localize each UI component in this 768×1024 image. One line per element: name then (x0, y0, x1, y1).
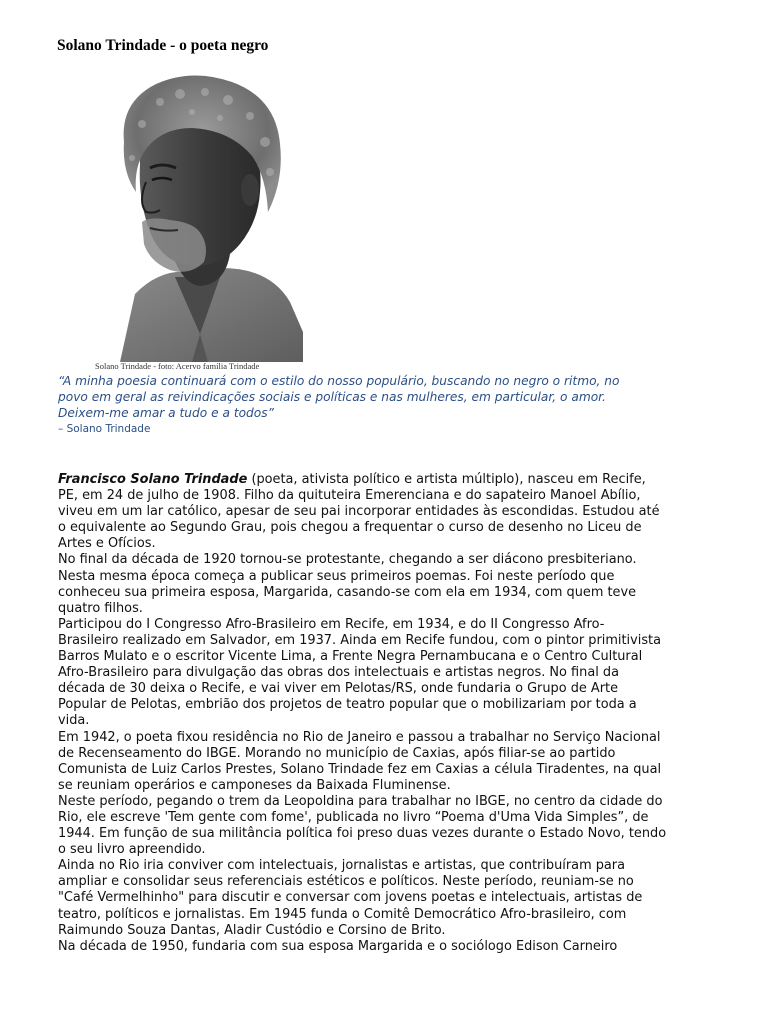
body-line: conheceu sua primeira esposa, Margarida, casando-se com ela em 1934, com quem teve (58, 584, 637, 600)
body-line: Artes e Ofícios. (58, 536, 156, 552)
body-line: Rio, ele escreve 'Tem gente com fome', publicada no livro “Poema d'Uma Vida Simples”, de (58, 809, 649, 825)
body-line: o equivalente ao Segundo Grau, pois chegou a frequentar o curso de desenho no Liceu de (58, 520, 642, 536)
portrait-photo (80, 72, 303, 362)
body-line: Nesta mesma época começa a publicar seus primeiros poemas. Foi neste período que (58, 568, 615, 584)
photo-caption: Solano Trindade - foto: Acervo família Trindade (95, 361, 260, 371)
portrait-illustration (80, 72, 303, 362)
quote-line: povo em geral as reivindicações sociais e políticas e nas mulheres, em particular, o amor. (58, 390, 606, 404)
body-line: PE, em 24 de julho de 1908. Filho da quituteira Emerenciana e do sapateiro Manoel Abílio, (58, 488, 641, 504)
body-line: Ainda no Rio iria conviver com intelectuais, jornalistas e artistas, que contribuíram para (58, 858, 626, 874)
body-line: Participou do I Congresso Afro-Brasileiro em Recife, em 1934, e do II Congresso Afro- (58, 616, 605, 632)
body-line: quatro filhos. (58, 600, 143, 616)
body-line: Neste período, pegando o trem da Leopoldina para trabalhar no IBGE, no centro da cidade do (58, 793, 663, 809)
body-line: o seu livro apreendido. (58, 842, 206, 858)
quote-line: Deixem-me amar a tudo e a todos” (58, 406, 274, 420)
body-line: teatro, políticos e jornalistas. Em 1945 funda o Comitê Democrático Afro-brasileiro, com (58, 906, 627, 922)
subject-name: Francisco Solano Trindade (58, 472, 248, 487)
body-line: viveu em um lar católico, apesar de seu pai incorporar entidades às escondidas. Estudou até (58, 504, 660, 520)
body-line: "Café Vermelhinho" para discutir e conversar com jovens poetas e intelectuais, artistas de (58, 890, 643, 906)
body-line: Comunista de Luiz Carlos Prestes, Solano Trindade fez em Caxias a célula Tiradentes, na qual (58, 761, 662, 777)
body-line: Brasileiro realizado em Salvador, em 1937. Ainda em Recife fundou, com o pintor primitivista (58, 632, 661, 648)
quote-line: “A minha poesia continuará com o estilo do nosso populário, buscando no negro o ritmo, no (58, 374, 620, 388)
quote-attribution: – Solano Trindade (58, 423, 151, 435)
body-line: vida. (58, 713, 90, 729)
body-line: Popular de Pelotas, embrião dos projetos de teatro popular que o mobilizariam por toda a (58, 697, 637, 713)
body-line: se reuniam operários e camponeses da Baixada Fluminense. (58, 777, 451, 793)
body-line: Afro-Brasileiro para divulgação das obras dos intelectuais e artistas negros. No final da (58, 665, 619, 681)
epigraph-quote (58, 373, 718, 421)
page-title: Solano Trindade - o poeta negro (57, 37, 269, 54)
body-line (58, 472, 718, 488)
body-line: Barros Mulato e o escritor Vicente Lima, a Frente Negra Pernambucana e o Centro Cultural (58, 649, 643, 665)
body-line: No final da década de 1920 tornou-se protestante, chegando a ser diácono presbiteriano. (58, 552, 637, 568)
body-line: década de 30 deixa o Recife, e vai viver em Pelotas/RS, onde fundaria o Grupo de Arte (58, 681, 619, 697)
body-line: ampliar e consolidar seus referenciais estéticos e políticos. Neste período, reuniam-se no (58, 874, 634, 890)
body-line: Em 1942, o poeta fixou residência no Rio de Janeiro e passou a trabalhar no Serviço Nacional (58, 729, 661, 745)
biography-text (58, 472, 718, 955)
body-line: de Recenseamento do IBGE. Morando no município de Caxias, após filiar-se ao partido (58, 745, 616, 761)
body-line: Na década de 1950, fundaria com sua esposa Margarida e o sociólogo Edison Carneiro (58, 938, 618, 954)
body-line: 1944. Em função de sua militância política foi preso duas vezes durante o Estado Novo, tendo (58, 826, 667, 842)
intro-text: (poeta, ativista político e artista múltiplo), nasceu em Recife, (247, 472, 646, 487)
body-line: Raimundo Souza Dantas, Aladir Custódio e Corsino de Brito. (58, 922, 446, 938)
